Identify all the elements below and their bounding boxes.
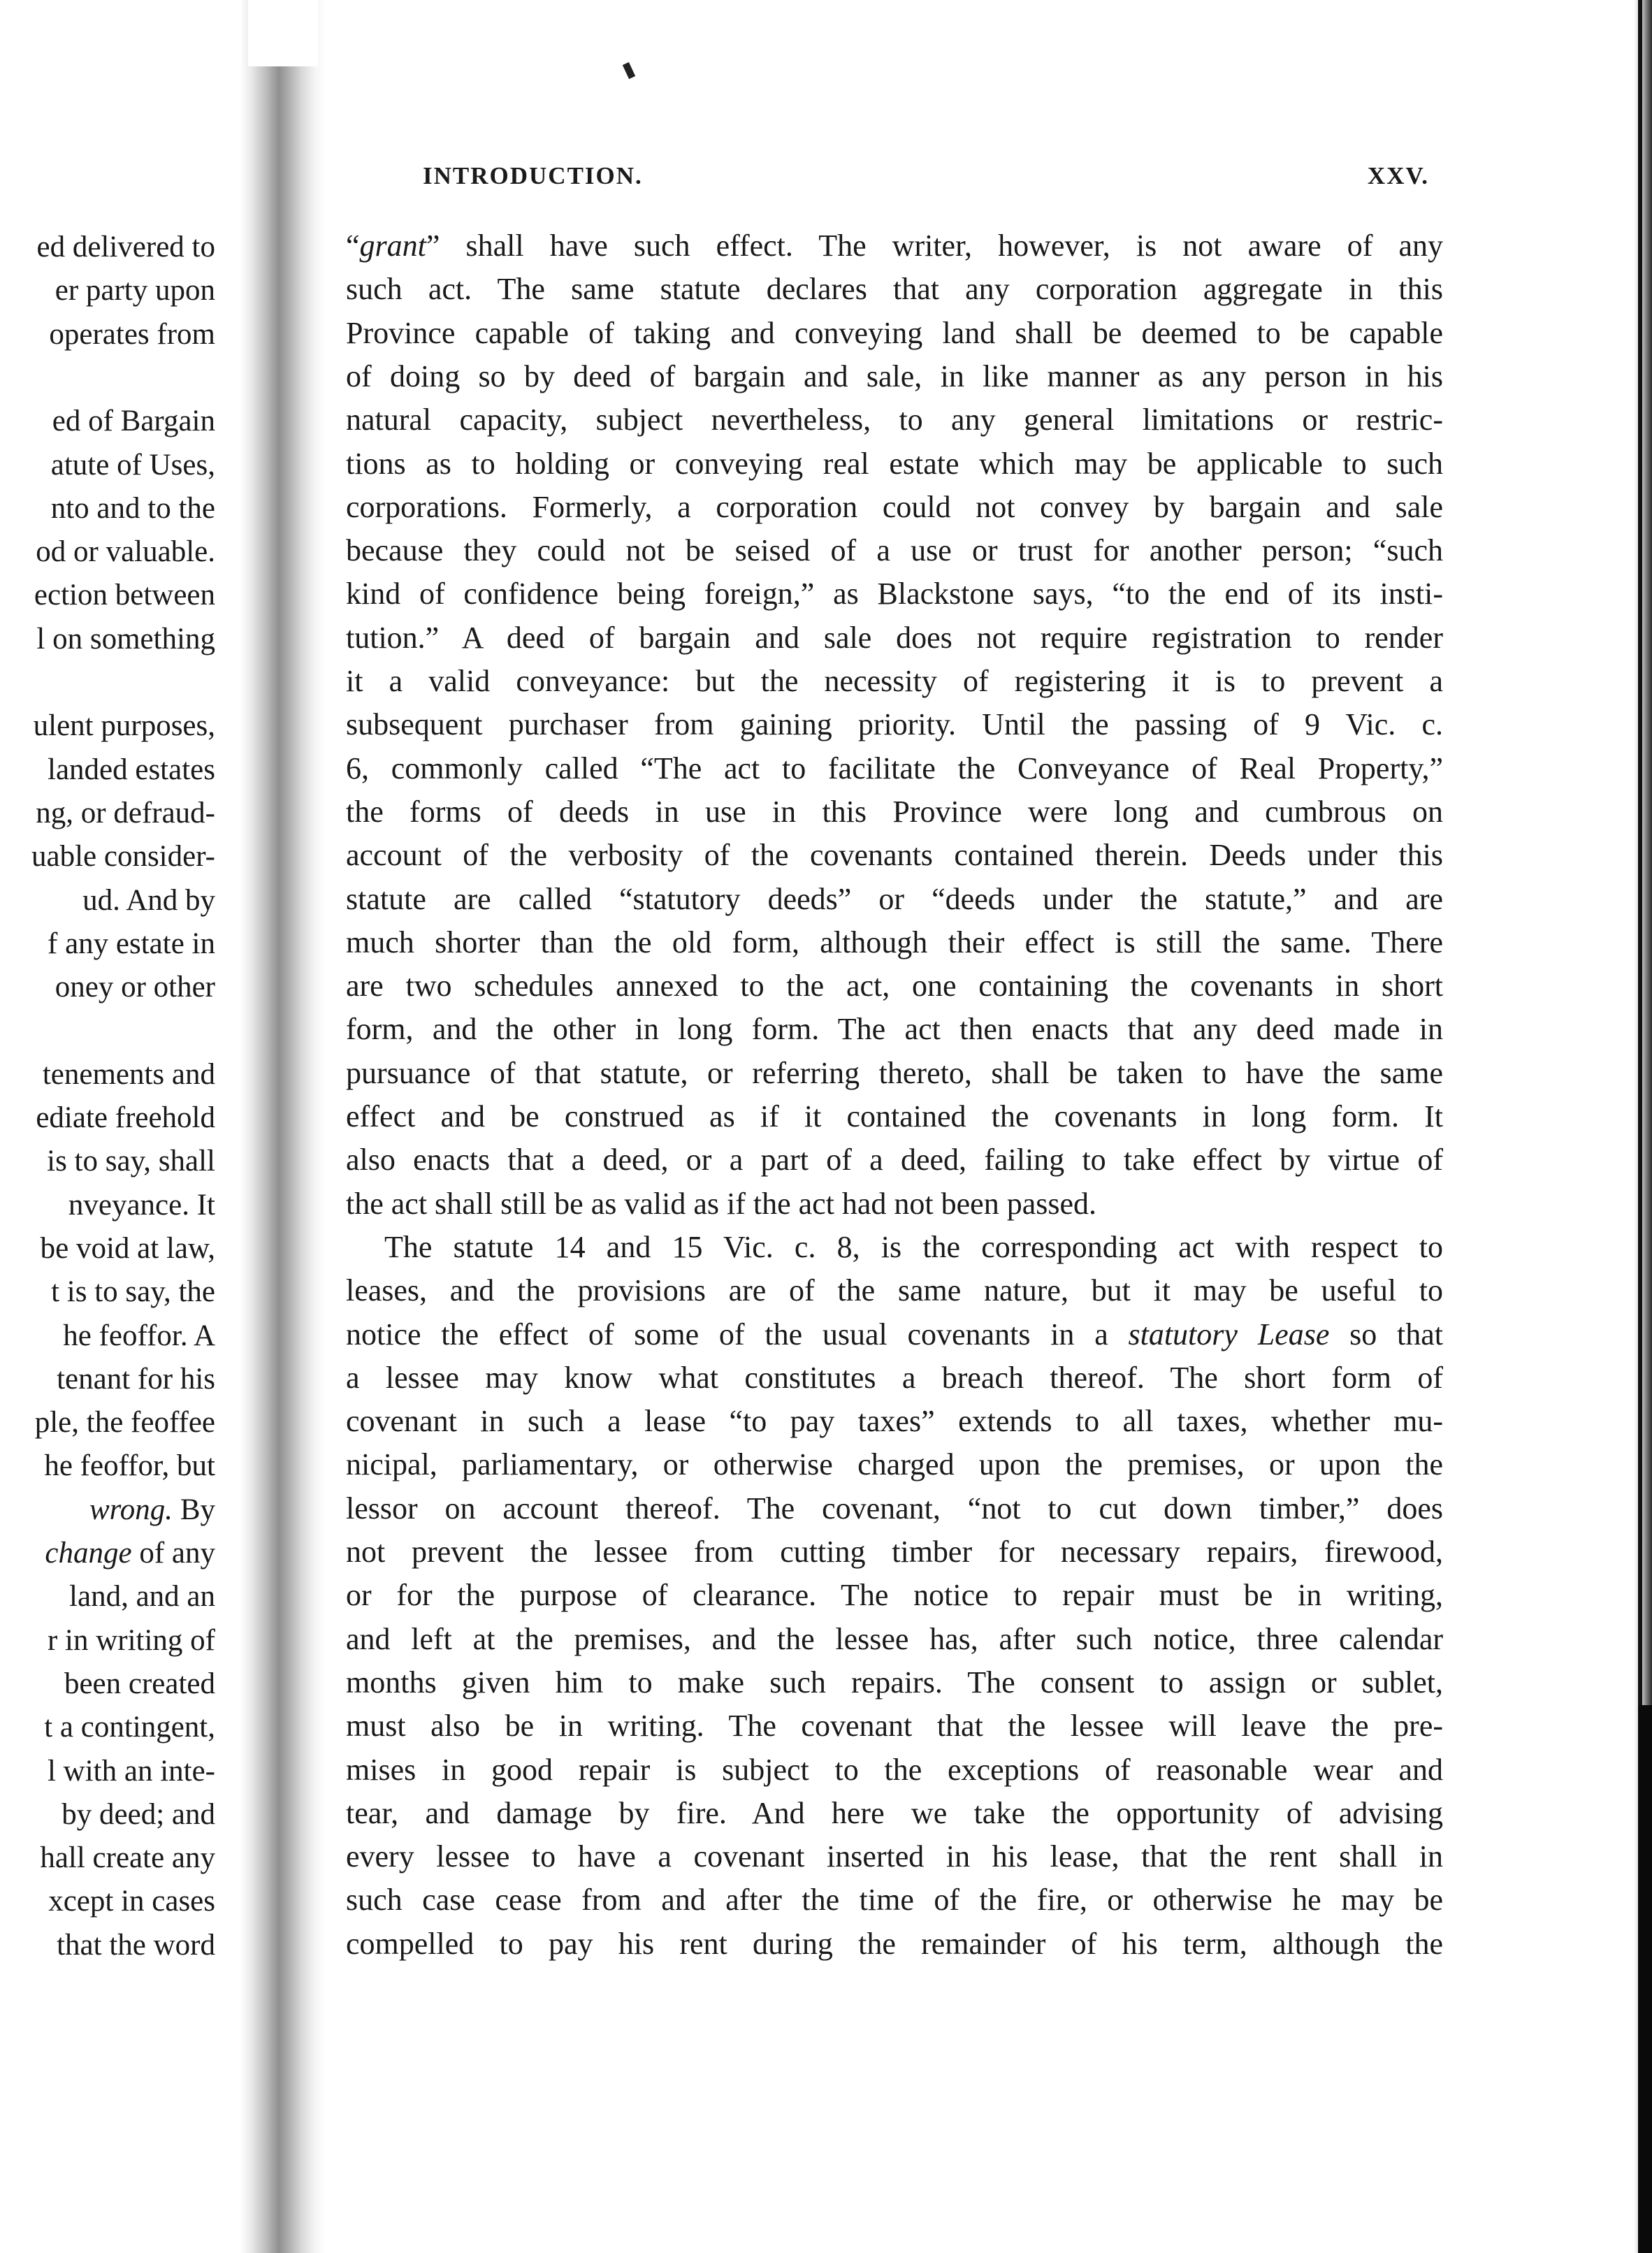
body-line: and left at the premises, and the lessee has, after such notice, three calendar (346, 1621, 1443, 1656)
body-line: corporations. Formerly, a corporation could not convey by bargain and sale (346, 489, 1443, 524)
left-page-line: atute of Uses, (50, 448, 215, 481)
body-line: or for the purpose of clearance. The notice to repair must be in writing, (346, 1578, 1443, 1613)
body-line: not prevent the lessee from cutting timber for necessary repairs, firewood, (346, 1535, 1443, 1569)
body-line: the forms of deeds in use in this Province were long and cumbrous on (346, 794, 1443, 829)
left-page-line: r in writing of (47, 1623, 215, 1657)
body-line: tear, and damage by fire. And here we take the opportunity of advising (346, 1795, 1443, 1830)
italic-term: wrong. (89, 1493, 173, 1526)
body-line: are two schedules annexed to the act, one containing the covenants in short (346, 969, 1443, 1004)
left-page-line: ection between (34, 579, 215, 612)
gutter-top-highlight (248, 0, 318, 66)
left-page-line: ediate freehold (36, 1101, 215, 1134)
left-page-line: wrong. By (89, 1493, 215, 1526)
body-line: every lessee to have a covenant inserted in his lease, that the rent shall in (346, 1839, 1443, 1874)
body-line: subsequent purchaser from gaining priority. Until the passing of 9 Vic. c. (346, 707, 1443, 742)
left-page-line: oney or other (55, 971, 215, 1004)
left-page-line: hall create any (40, 1841, 215, 1875)
left-page-line: t is to say, the (51, 1275, 215, 1309)
left-page-line: l with an inte- (47, 1754, 215, 1788)
left-page-line: ng, or defraud- (36, 796, 215, 830)
left-page-line: ed delivered to (36, 231, 215, 263)
left-page-line: ed of Bargain (52, 405, 215, 438)
left-page-line: f any estate in (48, 927, 215, 960)
body-line: kind of confidence being foreign,” as Blackstone says, “to the end of its insti- (346, 577, 1443, 611)
left-page-line: nto and to the (50, 491, 215, 525)
left-page-line: ud. And by (82, 883, 215, 917)
left-page-line: operates from (49, 317, 215, 351)
left-page-line: is to say, shall (47, 1145, 215, 1178)
body-line: tution.” A deed of bargain and sale does not require registration to render (346, 620, 1443, 655)
body-line: form, and the other in long form. The act then enacts that any deed made in (346, 1012, 1443, 1047)
left-page-line: landed estates (48, 753, 215, 786)
body-line: such case cease from and after the time of the fire, or otherwise he may be (346, 1883, 1443, 1918)
running-head (423, 162, 1429, 197)
page-number: XXV. (1367, 162, 1429, 189)
body-line: “grant” shall have such effect. The writer, however, is not aware of any (346, 229, 1443, 263)
body-line: natural capacity, subject nevertheless, to any general limitations or restric- (346, 403, 1443, 437)
body-line: it a valid conveyance: but the necessity of registering it is to prevent a (346, 664, 1443, 698)
italic-term: grant (359, 229, 426, 263)
body-line: much shorter than the old form, although their effect is still the same. There (346, 925, 1443, 959)
body-line: a lessee may know what constitutes a breach thereof. The short form of (346, 1360, 1443, 1395)
body-line: compelled to pay his rent during the remainder of his term, although the (346, 1926, 1443, 1961)
italic-term: change (45, 1537, 132, 1570)
left-page-line: land, and an (69, 1580, 215, 1614)
left-page-line: been created (64, 1667, 215, 1700)
body-line: Province capable of taking and conveying land shall be deemed to be capable (346, 315, 1443, 350)
body-line: The statute 14 and 15 Vic. c. 8, is the corresponding act with respect to (384, 1229, 1443, 1264)
body-line: account of the verbosity of the covenants contained therein. Deeds under this (346, 838, 1443, 873)
body-line: also enacts that a deed, or a part of a deed, failing to take effect by virtue of (346, 1143, 1443, 1178)
left-page-line: ple, the feoffee (34, 1406, 215, 1440)
left-page-line: that the word (57, 1928, 215, 1962)
ink-speck (623, 62, 635, 79)
body-line: nicipal, parliamentary, or otherwise charged upon the premises, or upon the (346, 1447, 1443, 1482)
left-page-line: change of any (45, 1537, 215, 1570)
left-page-line: l on something (36, 622, 215, 655)
left-page-line: t a contingent, (44, 1711, 215, 1744)
left-page-line: tenant for his (57, 1362, 215, 1396)
left-page-line: er party upon (55, 274, 215, 307)
body-line: lessor on account thereof. The covenant, “not to cut down timber,” does (346, 1491, 1443, 1526)
left-page-line: by deed; and (61, 1797, 215, 1831)
body-line: leases, and the provisions are of the same nature, but it may be useful to (346, 1273, 1443, 1308)
body-line: mises in good repair is subject to the exceptions of reasonable wear and (346, 1752, 1443, 1787)
previous-page-fragment (0, 0, 245, 2253)
body-line: pursuance of that statute, or referring thereto, shall be taken to have the same (346, 1055, 1443, 1090)
italic-term: statutory Lease (1128, 1317, 1330, 1352)
body-line: months given him to make such repairs. The consent to assign or sublet, (346, 1665, 1443, 1700)
binding-gutter (241, 0, 325, 2253)
left-page-line: nveyance. It (68, 1188, 215, 1222)
body-line: notice the effect of some of the usual covenants in a statutory Lease so that (346, 1317, 1443, 1352)
left-page-line: ulent purposes, (33, 709, 215, 743)
left-page-line: tenements and (42, 1057, 215, 1091)
body-line: such act. The same statute declares that any corporation aggregate in this (346, 272, 1443, 307)
body-line: tions as to holding or conveying real estate which may be applicable to such (346, 446, 1443, 481)
body-line: covenant in such a lease “to pay taxes” extends to all taxes, whether mu- (346, 1404, 1443, 1439)
left-page-line: uable consider- (31, 840, 215, 874)
body-line: effect and be construed as if it contained the covenants in long form. It (346, 1099, 1443, 1133)
bottom-right-scan-edge (1638, 1705, 1652, 2253)
body-line: of doing so by deed of bargain and sale, in like manner as any person in his (346, 358, 1443, 393)
left-page-line: xcept in cases (48, 1885, 215, 1918)
body-line: 6, commonly called “The act to facilitate the Conveyance of Real Property,” (346, 751, 1443, 785)
body-line: because they could not be seised of a use or trust for another person; “such (346, 533, 1443, 568)
running-title: INTRODUCTION. (423, 162, 643, 189)
left-page-line: od or valuable. (36, 535, 215, 569)
left-page-line: he feoffor. A (63, 1319, 215, 1352)
left-page-line: be void at law, (40, 1231, 215, 1265)
body-line: statute are called “statutory deeds” or “deeds under the statute,” and are (346, 881, 1443, 916)
left-page-line: he feoffor, but (44, 1449, 215, 1483)
body-line: must also be in writing. The covenant that the lessee will leave the pre- (346, 1709, 1443, 1744)
body-line: the act shall still be as valid as if the act had not been passed. (346, 1186, 1097, 1221)
